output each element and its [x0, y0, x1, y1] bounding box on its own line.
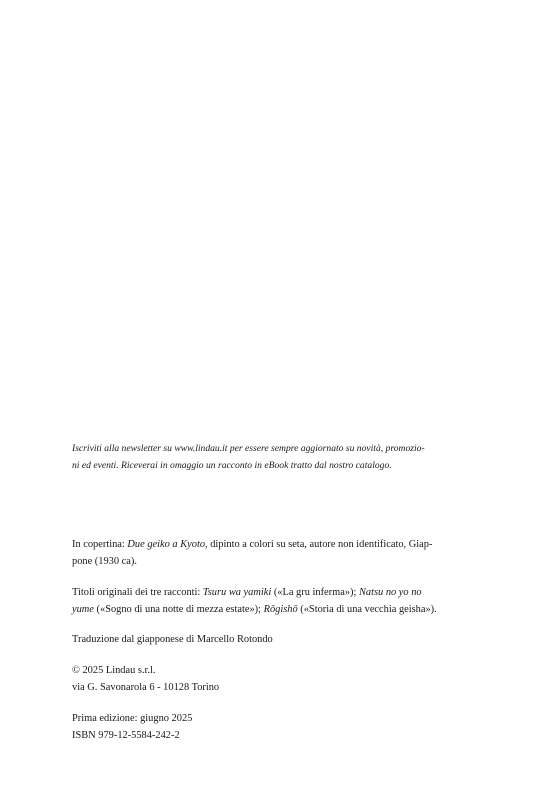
title-1: Tsuru wa yamiki — [202, 587, 272, 598]
title-3: Rōgishō — [263, 604, 298, 615]
cover-prefix: In copertina: — [72, 539, 128, 550]
colophon — [72, 536, 467, 744]
translation-credit: Traduzione dal giapponese di Marcello Rotondo — [72, 634, 273, 645]
original-titles — [72, 584, 467, 618]
isbn: ISBN 979-12-5584-242-2 — [72, 730, 180, 741]
edition-date: Prima edizione: giugno 2025 — [72, 713, 193, 724]
cover-credit — [72, 536, 467, 570]
newsletter-notice — [72, 440, 467, 474]
title-2-part-1: Natsu no yo no — [358, 587, 422, 598]
publisher-info — [72, 662, 467, 696]
cover-title: Due geiko a Kyoto — [127, 539, 206, 550]
newsletter-line-2: ni ed eventi. Riceverai in omaggio un racconto in eBook tratto dal nostro catalogo. — [72, 460, 392, 471]
cover-date: pone (1930 ca). — [72, 556, 137, 567]
publisher-address: via G. Savonarola 6 - 10128 Torino — [72, 682, 220, 693]
titles-prefix: Titoli originali dei tre racconti: — [72, 587, 203, 598]
cover-description: , dipinto a colori su seta, autore non identificato, Giap- — [205, 539, 433, 550]
newsletter-line-1: Iscriviti alla newsletter su www.lindau.it per essere sempre aggiornato su novità, promozio- — [72, 443, 425, 454]
edition-info — [72, 710, 467, 744]
title-2-part-2: yume — [72, 604, 94, 615]
title-3-translation: («Storia di una vecchia geisha»). — [297, 604, 437, 615]
title-1-translation: («La gru inferma»); — [271, 587, 359, 598]
title-2-translation: («Sogno di una notte di mezza estate»); — [93, 604, 264, 615]
copyright-line: © 2025 Lindau s.r.l. — [72, 665, 156, 676]
